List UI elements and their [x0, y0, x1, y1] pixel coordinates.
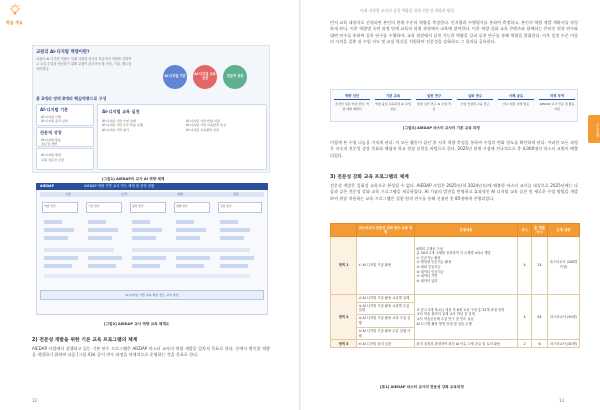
- stage-box: 실천 연수: [130, 202, 166, 213]
- flow-step: 기본 교육 역량 중심 교육과정 AI 수업 실습: [375, 94, 411, 111]
- competency-card-practice: AI·디지털 교육 실천 AI·디지털 기반 수업 설계 AI·디지털 기반 교수·학습 실행 AI·디지털 기반 평가 AI·디지털 기반 학생 지원 AI·디지털 기반 교육환경 조성 AI·디지털 교육협력 실천: [97, 104, 267, 170]
- lightbulb-icon: [8, 3, 22, 17]
- competency-card: AI·디지털 협업 교원 전문성 신장: [36, 148, 94, 170]
- flow-step: 자격 부여 AIEDAP 교사 인증 및 활동 지원: [539, 94, 575, 111]
- stage-box: 역량 진단: [42, 202, 78, 213]
- table-row: 영역 1 ① AI 디지털 기술 활용 6개의 주제로 구성 총 20차 2개 주제를 선정하여 각 주제별 4차시 개발 ① 인공지능 활용 ② 생성형 인공지능 활용 ③ 메타 인공지능 ④ 데이터 인공지능 ⑤ 데이터 기반 ⑥ 데이터 입력 4 24 마스터교사 (200명 이상): [331, 236, 580, 294]
- figure-3-caption: [그림3] AIEDAP 마스터 교사의 기본 교육 과정: [403, 126, 480, 130]
- page-number-left: 12: [32, 398, 38, 403]
- figure-2-levels: 기초 도약 심화 전문: [40, 192, 264, 197]
- domain-blob: AI·디지털 교육 실천: [193, 65, 217, 89]
- table-row: ⑤ AI 디지털 기술 활용 수업 실행 사례: [331, 327, 580, 340]
- table-row: ④ AI 디지털 기술 활용 교과 수업 실행: [331, 315, 580, 328]
- program-table: [330, 223, 580, 348]
- domain-blob: AI·디지털 기본: [163, 65, 187, 89]
- body-paragraph: 전문성 개발은 일회성 교육으로 완성될 수 없다. AIEDAP 사업은 2025년(학 2024년도)에 배출한 마스터 교사를 대상으로 2025년에는 다음과 같은 전문성 강화 교육 프로그램을 제공하였다. AI 기술의 발전을 반영하고 효과적인 AI 디지털 교육 실천 및 새로운 수업 방법을 개발하여 현장 적용하는 교육 프로그램은 집합·원격 연수를 통해 선정된 총 85명에게 진행되었다.: [330, 183, 578, 201]
- figure-2-caption: [그림2] AIEDAP 교사 역량 교육 체계도: [104, 322, 170, 326]
- figure-2-band: AI 디지털 기반 교육 혁신 선도 교사 양성: [40, 290, 264, 300]
- flow-step: 심화 연수 수업 컨설팅 교육 연구: [457, 94, 493, 119]
- table-row: 영역 3 ⑥ AI 디지털 윤리 실천 윤리 실천과 관련하여 최신 AI 이슈 주제 공유 및 토의 활동 2 6 마스터교사 (50명): [331, 340, 580, 348]
- stage-box: 심화 연수: [174, 202, 210, 213]
- table-caption: [표1] AIEDAP 마스터 교사의 전문성 강화 교육과정: [380, 385, 464, 389]
- page-spine: [299, 0, 301, 410]
- flow-step: 실천 연구 현장 실천 연구 AI 수업 적용: [417, 94, 451, 111]
- stage-box: 기초 연수: [86, 202, 122, 213]
- competency-card: 전문적 성장 AI·디지털 활용 전문성 개발: [36, 127, 94, 147]
- figure-1-question: 교원의 AI·디지털 역량이란?: [36, 50, 90, 55]
- body-paragraph: 먼저 교육 대상자로 선정되면 본인의 현재 수준의 역량을 측정한다. 인지평과 수행평가를 통하여 측정하고, 본인의 역량 개발 계획서를 작성하게 된다. 이후 역량별 숙련 과정 단계 교육의 하위 과정에서 교육에 참여한다. 이후 역량 강화 교육 콘텐츠와 함께하는 온라인 원격 연수와 대면 연수를 통하여 실천 연구를 수행하며, 교육 현장에서 실천 가능한 역량을 길러 실천 연구를 통해 역량을 발휘한다. 이후 일정 수준 이상의 자격을 갖춘 뒤 수업 지도 및 교실 혁신을 지원하며 전문성을 강화하고 그 결과를 공유한다.: [330, 20, 578, 45]
- table-row: ③ AI 디지털 기술 활용 교과별 수업 설계: [331, 302, 580, 315]
- figure-1-question-sub: 교원의 AI·디지털 역량은 미래 사회를 살아갈 학습자의 역량을 강화하고 교실 수업을 혁신하기 위해 교원이 갖추어야 할 지식, 기술, 태도를 의미한다.: [36, 57, 132, 71]
- figure-1-caption: [그림1] AIEDAP의 교사 AI 역량 체계: [102, 177, 165, 181]
- table-row: 영역 2 ② AI 디지털 기술 활용 교과별 설계 초·중고 3개 학교급 대상 각 6개 교과 구성 총 32개 과정 선정 교사 학습 참여자 설계 교사 학년 중 설계 교사 학습공동체 수업 연구 및 연수 실습 AI 도구별 활용 방법 안내 및 실습 수행 4 64 마스터교사 (50명): [331, 294, 580, 302]
- section-label: 학습 개요: [6, 20, 23, 25]
- flow-step: 역량 진단 온라인 설문 역량 진단, 역량 개발 계획서: [335, 94, 369, 111]
- figure-1-heading: 총 3개의 영역 8개의 핵심역량으로 구성: [36, 96, 107, 101]
- running-title: 미래 지향형 교사의 실천 역량을 위한 전문성 개발과 방향: [360, 8, 455, 13]
- competency-card: AI·디지털 기본 AI·디지털 이해 AI·디지털 윤리 실천: [36, 104, 94, 126]
- table-header-row: 마스터교사 전문성 강화 연수 교육 과정 운영내용 차시 총 개발 차시 운영 대상: [331, 224, 580, 237]
- flow-step: 사례 공유 학교 현장 사례 발표: [498, 94, 534, 119]
- body-paragraph: AIEDAP 사업에서 실행하고 있는 기본 연수 프로그램은 AIEDAP 마스터 교사의 역량 개발을 일차적 목표로 한다. 중에서 확인할 역량을 개발하기 위하여 다음 [그림 4]와 같이 연수 과정을 단계적으로 운영하는 것을 목표로 한다.: [32, 346, 270, 358]
- figure-2-grid: [42, 218, 262, 286]
- side-tab: 교육실제: [588, 115, 600, 143]
- figure-2-header: AIEDAP AIEDAP 역량 기반 교사 연수 체계 및 운영 현황: [36, 183, 268, 190]
- section-heading-2: 2) 전문성 개발을 위한 기본 교육 프로그램의 체계: [32, 338, 138, 343]
- body-paragraph: 이렇게 본 수업 나눔을 거치게 된다. 이 모든 활동이 끝난 후 사후 역량 측정을 통하여 수업의 변화 정도를 확인하게 된다. 이러한 모든 과정은 지속적 전문성 성장 목표와 체험적 학교 현장 실천을 바탕으로 한다. 2025년 현재 시점에 전국적으로 총 4,000명의 마스터 교원이 배출되었다.: [330, 140, 578, 158]
- stage-box: 전문 연수: [218, 202, 262, 213]
- page-number-right: 13: [559, 398, 565, 403]
- domain-blob: 전문적 성장: [223, 65, 247, 89]
- figure-3-flow: [330, 89, 578, 122]
- section-heading-3: 3) 전문성 강화 교육 프로그램의 체계: [330, 175, 409, 180]
